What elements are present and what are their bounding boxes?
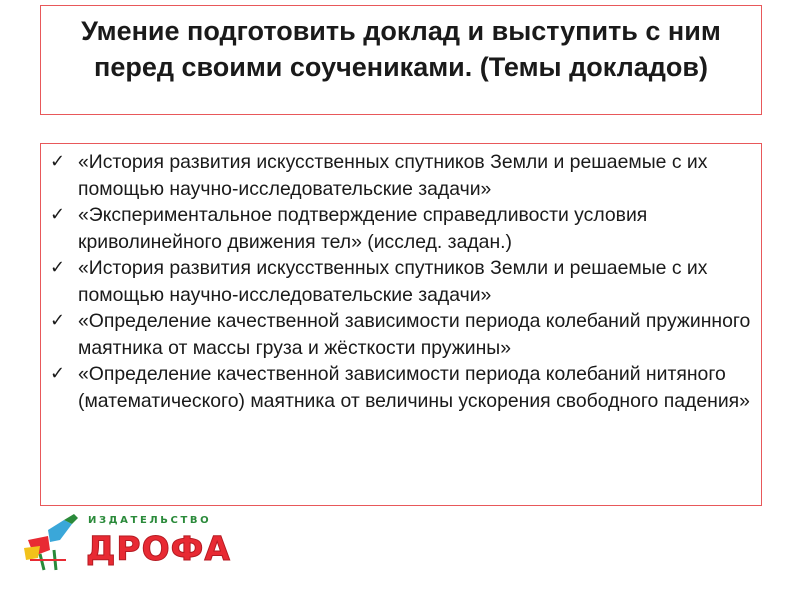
logo-wordmark: ДРОФА — [86, 529, 231, 568]
bullet-icon: ✓ — [50, 151, 66, 172]
bullet-icon: ✓ — [50, 204, 66, 225]
list-item: ✓ «Определение качественной зависимости периода колебаний пружинного маятника от массы груза и жёсткости пружины» — [50, 310, 751, 359]
bullet-icon: ✓ — [50, 257, 66, 278]
slide-title: Умение подготовить доклад и выступить с ним перед своими соучениками. (Темы докладов) — [81, 16, 721, 82]
bullet-icon: ✓ — [50, 310, 66, 331]
list-item: ✓ «Определение качественной зависимости периода колебаний нитяного (математического) маятника от величины ускорения свободного падения» — [50, 363, 750, 412]
topics-list — [48, 149, 756, 414]
bullet-icon: ✓ — [50, 363, 66, 384]
list-item: ✓ «Экспериментальное подтверждение справедливости условия криволинейного движения тел» (исслед. задан.) — [50, 204, 648, 253]
list-item: ✓ «История развития искусственных спутников Земли и решаемые с их помощью научно-исследовательские задачи» — [50, 151, 708, 200]
list-item: ✓ «История развития искусственных спутников Земли и решаемые с их помощью научно-исследовательские задачи» — [50, 257, 708, 306]
logo-caption: ИЗДАТЕЛЬСТВО — [88, 515, 212, 526]
